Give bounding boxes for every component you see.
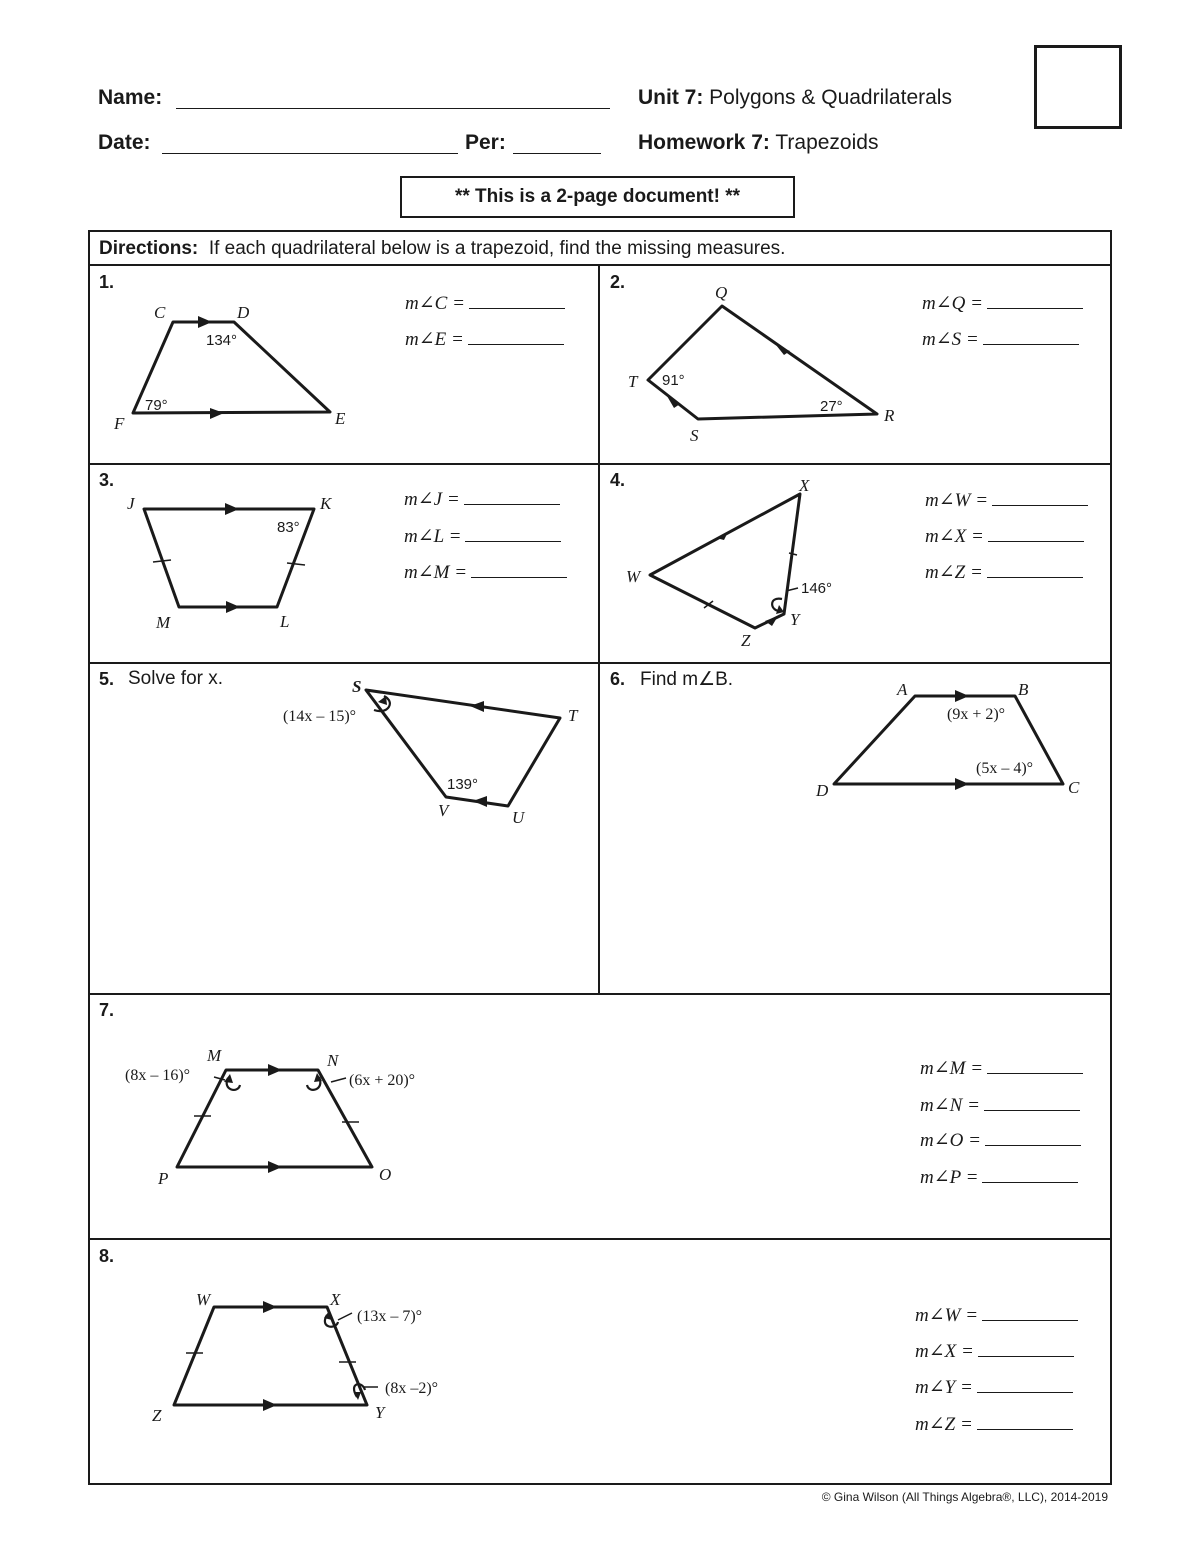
angle-label: 91° — [662, 372, 685, 389]
answer-line[interactable]: m∠L = — [404, 525, 561, 548]
vertex-label: T — [568, 706, 578, 725]
directions: Directions: If each quadrilateral below is a trapezoid, find the missing measures. — [99, 238, 786, 259]
problem-2-number: 2. — [610, 272, 626, 292]
answer-line[interactable]: m∠Z = — [925, 561, 1083, 584]
vertex-label: T — [628, 372, 638, 391]
answer-line[interactable]: m∠X = — [915, 1340, 1074, 1363]
vertex-label: C — [1068, 778, 1080, 797]
angle-expression: (8x –2)° — [385, 1380, 439, 1397]
kite-4-figure — [626, 476, 832, 650]
vertex-label: M — [207, 1046, 222, 1065]
vertex-label: E — [335, 409, 346, 428]
answer-line[interactable]: m∠W = — [915, 1304, 1078, 1327]
answer-line[interactable]: m∠S = — [922, 328, 1079, 351]
answer-line[interactable]: m∠J = — [404, 488, 560, 511]
angle-expression: (5x – 4)° — [976, 760, 1034, 777]
answer-line[interactable]: m∠M = — [920, 1057, 1083, 1080]
vertex-label: U — [512, 808, 525, 827]
angle-expression: (13x – 7)° — [357, 1308, 423, 1325]
angle-label: 139° — [447, 776, 479, 793]
angle-label: 83° — [277, 519, 300, 536]
vertex-label: Y — [790, 610, 800, 629]
vertex-label: X — [330, 1290, 341, 1309]
name-label: Name: — [98, 86, 163, 109]
problem-5-number: 5. — [99, 669, 115, 689]
vertex-label: M — [156, 613, 171, 632]
angle-expression: (14x – 15)° — [283, 708, 357, 725]
problem-4-number: 4. — [610, 470, 626, 490]
angle-label: 134° — [206, 332, 238, 349]
answer-line[interactable]: m∠Z = — [915, 1413, 1073, 1436]
answer-line[interactable]: m∠X = — [925, 525, 1084, 548]
problem-3-number: 3. — [99, 470, 115, 490]
two-page-notice: ** This is a 2-page document! ** — [400, 176, 795, 218]
vertex-label: Z — [152, 1406, 162, 1425]
angle-expression: (8x – 16)° — [125, 1067, 191, 1084]
unit-title: Unit 7: Polygons & Quadrilaterals — [638, 86, 952, 109]
answer-line[interactable]: m∠E = — [405, 328, 564, 351]
vertex-label: Q — [715, 283, 728, 302]
angle-label: 27° — [820, 398, 843, 415]
answer-line[interactable]: m∠C = — [405, 292, 565, 315]
answer-line[interactable]: m∠N = — [920, 1094, 1080, 1117]
vertex-label: X — [799, 476, 810, 495]
answer-line[interactable]: m∠Y = — [915, 1376, 1073, 1399]
trapezoid-7-figure — [125, 1046, 415, 1188]
trapezoid-1-figure — [113, 303, 346, 433]
angle-label: 146° — [801, 580, 833, 597]
vertex-label: Z — [741, 631, 751, 650]
answer-line[interactable]: m∠Q = — [922, 292, 1083, 315]
vertex-label: L — [280, 612, 290, 631]
problem-6-prompt: Find m∠B. — [640, 669, 734, 690]
trapezoid-3-figure — [127, 494, 333, 632]
vertex-label: S — [352, 677, 362, 696]
vertex-label: V — [438, 801, 449, 820]
answer-line[interactable]: m∠W = — [925, 489, 1088, 512]
angle-label: 79° — [145, 397, 168, 414]
vertex-label: W — [626, 567, 641, 586]
vertex-label: C — [154, 303, 166, 322]
vertex-label: J — [127, 494, 135, 513]
vertex-label: N — [327, 1051, 339, 1070]
trapezoid-5-figure — [283, 677, 579, 827]
vertex-label: F — [114, 414, 125, 433]
answer-line[interactable]: m∠P = — [920, 1166, 1078, 1189]
problem-1-number: 1. — [99, 272, 115, 292]
angle-expression: (9x + 2)° — [947, 706, 1006, 723]
answer-line[interactable]: m∠M = — [404, 561, 567, 584]
vertex-label: O — [379, 1165, 392, 1184]
homework-title: Homework 7: Trapezoids — [638, 131, 879, 154]
problem-7-number: 7. — [99, 1000, 115, 1020]
problem-8-number: 8. — [99, 1246, 115, 1266]
vertex-label: W — [196, 1290, 211, 1309]
vertex-label: A — [897, 680, 908, 699]
problem-5-prompt: Solve for x. — [128, 668, 224, 689]
period-label: Per: — [465, 131, 506, 154]
vertex-label: D — [237, 303, 250, 322]
date-label: Date: — [98, 131, 151, 154]
vertex-label: K — [320, 494, 332, 513]
trapezoid-8-figure — [152, 1290, 438, 1425]
trapezoid-2-figure — [628, 283, 895, 445]
vertex-label: P — [158, 1169, 169, 1188]
vertex-label: B — [1018, 680, 1029, 699]
trapezoid-6-figure — [815, 680, 1080, 800]
angle-expression: (6x + 20)° — [349, 1072, 416, 1089]
vertex-label: S — [690, 426, 699, 445]
vertex-label: R — [884, 406, 895, 425]
copyright-footer: © Gina Wilson (All Things Algebra®, LLC), 2014-2019 — [821, 1490, 1108, 1504]
problem-6-number: 6. — [610, 669, 626, 689]
vertex-label: Y — [375, 1403, 385, 1422]
vertex-label: D — [816, 781, 829, 800]
answer-line[interactable]: m∠O = — [920, 1129, 1081, 1152]
